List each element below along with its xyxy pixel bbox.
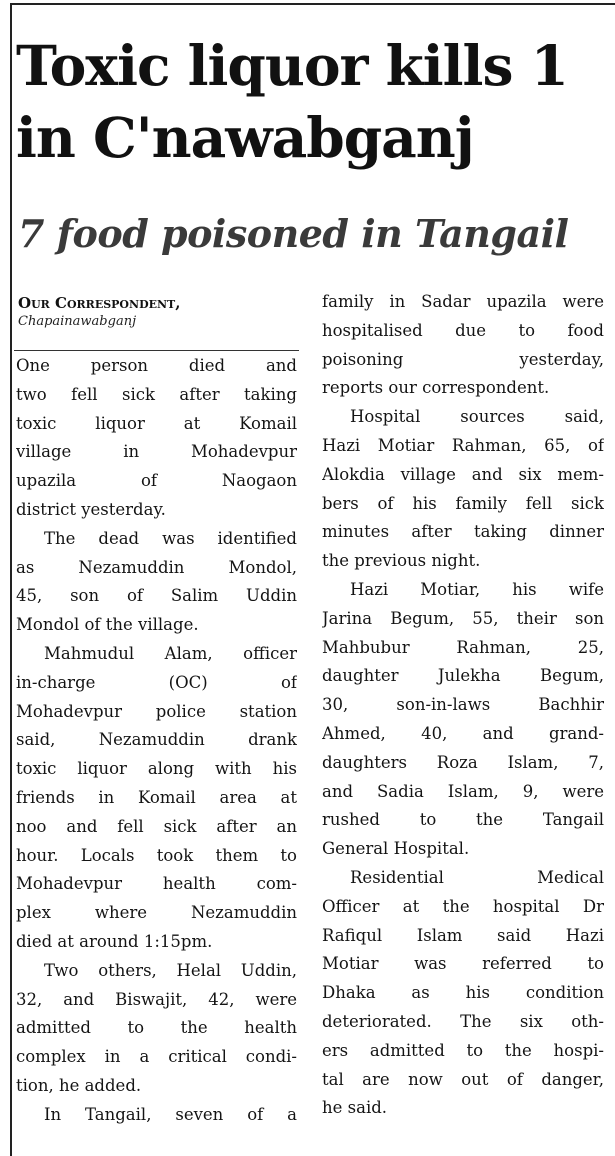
- text-line: In Tangail, seven of a: [44, 1104, 297, 1124]
- left-border-rule: [10, 3, 12, 1156]
- text-line: daughters Roza Islam, 7,: [322, 752, 604, 772]
- text-line: Mahmudul Alam, officer: [44, 643, 297, 663]
- text-line: 32, and Biswajit, 42, were: [16, 989, 297, 1009]
- text-line: ers admitted to the hospi-: [322, 1040, 604, 1060]
- text-line: Ahmed, 40, and grand-: [322, 723, 604, 743]
- text-line: upazila of Naogaon: [16, 471, 297, 491]
- text-line: Hospital sources said,: [350, 407, 604, 427]
- subheadline: 7 food poisoned in Tangail: [18, 211, 569, 256]
- text-line: Mahbubur Rahman, 25,: [322, 637, 604, 657]
- text-line: hour. Locals took them to: [16, 845, 297, 865]
- text-line: said, Nezamuddin drank: [16, 730, 297, 750]
- text-line: plex where Nezamuddin: [16, 903, 297, 923]
- text-line: village in Mohadevpur: [16, 442, 297, 462]
- text-line: toxic liquor along with his: [16, 759, 297, 779]
- text-line: Alokdia village and six mem-: [322, 464, 604, 484]
- text-line: Dhaka as his condition: [322, 983, 604, 1003]
- text-line: toxic liquor at Komail: [16, 413, 297, 433]
- byline-place: Chapainawabganj: [18, 314, 137, 329]
- text-line: One person died and: [16, 356, 297, 375]
- text-line: noo and fell sick after an: [16, 816, 297, 836]
- text-line: Hazi Motiar Rahman, 65, of: [322, 435, 604, 455]
- text-line: admitted to the health: [16, 1018, 297, 1038]
- text-line: Mohadevpur police station: [16, 701, 297, 721]
- text-line: the previous night.: [322, 551, 481, 571]
- text-line: Rafiqul Islam said Hazi: [322, 925, 604, 945]
- text-line: 30, son-in-laws Bachhir: [322, 695, 604, 715]
- text-line: Two others, Helal Uddin,: [44, 960, 297, 980]
- text-line: Officer at the hospital Dr: [322, 896, 604, 916]
- text-line: reports our correspondent.: [322, 378, 550, 398]
- text-line: in-charge (OC) of: [16, 672, 297, 692]
- text-line: Residential Medical: [350, 867, 604, 887]
- text-line: daughter Julekha Begum,: [322, 666, 604, 686]
- text-line: tal are now out of danger,: [322, 1069, 604, 1089]
- text-line: poisoning yesterday,: [322, 349, 604, 369]
- text-line: deteriorated. The six oth-: [322, 1011, 604, 1031]
- text-line: family in Sadar upazila were: [322, 292, 604, 311]
- headline-line-1: Toxic liquor kills 1: [16, 33, 568, 98]
- text-line: General Hospital.: [322, 839, 470, 859]
- text-line: tion, he added.: [16, 1075, 142, 1095]
- text-line: Jarina Begum, 55, their son: [322, 608, 604, 628]
- article-column-1: [16, 352, 297, 1130]
- text-line: as Nezamuddin Mondol,: [16, 557, 297, 577]
- headline: [16, 30, 612, 174]
- byline: [18, 293, 298, 331]
- text-line: rushed to the Tangail: [322, 810, 604, 830]
- top-border-rule: [10, 3, 615, 5]
- text-line: minutes after taking dinner: [322, 522, 604, 542]
- text-line: two fell sick after taking: [16, 384, 297, 404]
- byline-name: Our Correspondent,: [18, 294, 181, 312]
- text-line: Mondol of the village.: [16, 615, 199, 635]
- text-line: 45, son of Salim Uddin: [16, 586, 297, 606]
- text-line: hospitalised due to food: [322, 320, 604, 340]
- text-line: district yesterday.: [16, 499, 166, 519]
- text-line: friends in Komail area at: [16, 787, 297, 807]
- byline-divider: [14, 350, 299, 351]
- text-line: Mohadevpur health com-: [16, 874, 297, 894]
- headline-line-2: in C'nawabganj: [16, 105, 474, 170]
- text-line: Motiar was referred to: [322, 954, 604, 974]
- text-line: complex in a critical condi-: [16, 1047, 297, 1067]
- text-line: The dead was identified: [44, 528, 297, 548]
- text-line: died at around 1:15pm.: [16, 931, 213, 951]
- text-line: and Sadia Islam, 9, were: [322, 781, 604, 801]
- article-column-2: [322, 288, 604, 1123]
- text-line: he said.: [322, 1098, 388, 1118]
- text-line: Hazi Motiar, his wife: [350, 579, 604, 599]
- text-line: bers of his family fell sick: [322, 493, 604, 513]
